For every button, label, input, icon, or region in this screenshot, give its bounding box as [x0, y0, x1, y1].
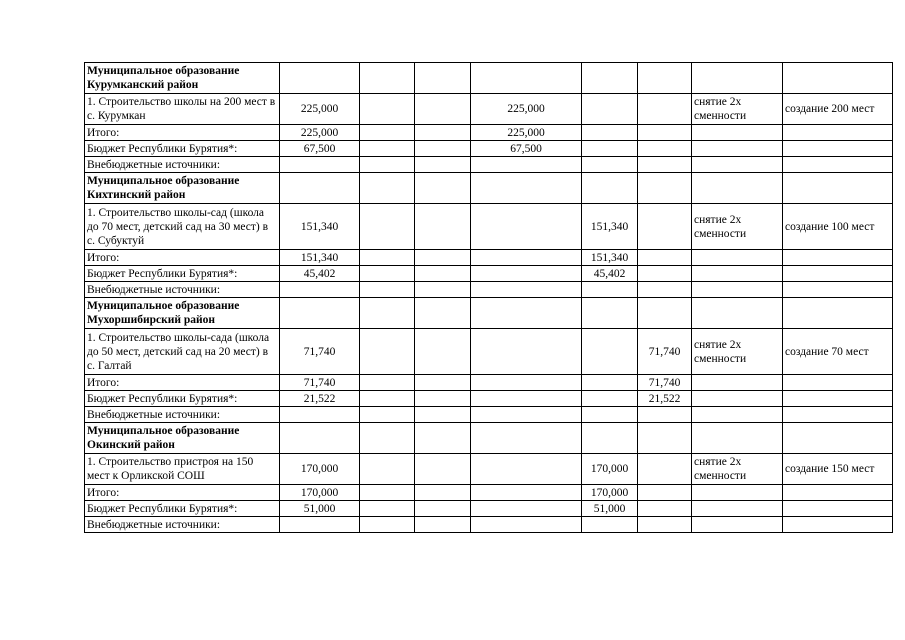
table-cell: снятие 2х сменности [692, 94, 783, 125]
table-cell [360, 282, 415, 298]
table-cell [415, 250, 471, 266]
table-cell [582, 157, 638, 173]
table-cell [360, 329, 415, 375]
table-cell: 21,522 [280, 391, 360, 407]
table-cell: 151,340 [582, 250, 638, 266]
table-cell [783, 63, 893, 94]
table-cell [415, 391, 471, 407]
table-cell [692, 423, 783, 454]
table-row-item [85, 204, 893, 250]
table-cell [582, 94, 638, 125]
table-cell [638, 125, 692, 141]
table-cell: 1. Строительство школы на 200 мест в с. Курумкан [85, 94, 280, 125]
table-cell: 1. Строительство пристроя на 150 мест к Орликской СОШ [85, 454, 280, 485]
table-cell: 225,000 [280, 125, 360, 141]
table-cell [692, 391, 783, 407]
table-cell: Итого: [85, 250, 280, 266]
table-cell [415, 266, 471, 282]
table-row-budget [85, 141, 893, 157]
table-cell [582, 63, 638, 94]
table-cell: создание 150 мест [783, 454, 893, 485]
table-cell: 170,000 [582, 454, 638, 485]
table-cell [471, 173, 582, 204]
table-cell [360, 454, 415, 485]
table-cell [582, 391, 638, 407]
table-cell: Бюджет Республики Бурятия*: [85, 141, 280, 157]
table-cell [360, 391, 415, 407]
table-cell [638, 250, 692, 266]
table-cell [638, 407, 692, 423]
table-cell [471, 485, 582, 501]
table-cell [280, 407, 360, 423]
table-cell [360, 407, 415, 423]
table-cell [471, 329, 582, 375]
table-cell: создание 200 мест [783, 94, 893, 125]
table-cell [471, 204, 582, 250]
table-cell [471, 282, 582, 298]
table-row-budget [85, 391, 893, 407]
table-cell [415, 173, 471, 204]
table-cell: 71,740 [280, 329, 360, 375]
table-cell [783, 407, 893, 423]
table-row-item [85, 454, 893, 485]
table-cell [692, 375, 783, 391]
table-cell [415, 329, 471, 375]
table-cell: Итого: [85, 485, 280, 501]
table-cell: 225,000 [471, 125, 582, 141]
table-row-header [85, 423, 893, 454]
table-cell [783, 250, 893, 266]
table-row-budget [85, 266, 893, 282]
table-cell [582, 125, 638, 141]
table-cell [692, 298, 783, 329]
table-cell: снятие 2х сменности [692, 454, 783, 485]
table-cell [280, 282, 360, 298]
table-cell [783, 391, 893, 407]
table-cell [360, 298, 415, 329]
table-cell [415, 517, 471, 533]
table-cell [360, 423, 415, 454]
table-cell [692, 250, 783, 266]
table-cell [360, 94, 415, 125]
table-cell [638, 423, 692, 454]
table-row-budget [85, 501, 893, 517]
table-cell: Итого: [85, 375, 280, 391]
table-cell [783, 125, 893, 141]
table-body [85, 63, 893, 533]
table-cell: 170,000 [280, 454, 360, 485]
table-cell: 151,340 [582, 204, 638, 250]
table-row-total [85, 250, 893, 266]
table-row-item [85, 329, 893, 375]
table-cell [638, 173, 692, 204]
table-cell: 225,000 [280, 94, 360, 125]
table-cell [638, 63, 692, 94]
table-cell [360, 63, 415, 94]
table-cell [415, 485, 471, 501]
table-cell [692, 157, 783, 173]
table-cell [360, 485, 415, 501]
table-cell [360, 157, 415, 173]
table-row-offbudget [85, 157, 893, 173]
table-cell: Внебюджетные источники: [85, 517, 280, 533]
table-cell [471, 423, 582, 454]
table-cell [360, 266, 415, 282]
table-cell [582, 423, 638, 454]
table-cell [471, 391, 582, 407]
table-cell: 170,000 [280, 485, 360, 501]
table-cell [783, 141, 893, 157]
table-cell [471, 517, 582, 533]
table-cell [582, 282, 638, 298]
table-cell [415, 501, 471, 517]
table-cell [280, 173, 360, 204]
table-cell: 1. Строительство школы-сада (школа до 50 мест, детский сад на 20 мест) в с. Галтай [85, 329, 280, 375]
table-cell [471, 375, 582, 391]
table-cell [415, 454, 471, 485]
table-cell: 71,740 [280, 375, 360, 391]
table-cell: 45,402 [280, 266, 360, 282]
table-row-total [85, 485, 893, 501]
table-cell: 170,000 [582, 485, 638, 501]
table-cell [415, 407, 471, 423]
table-row-header [85, 298, 893, 329]
table-cell [415, 63, 471, 94]
table-cell [360, 501, 415, 517]
table-cell [783, 423, 893, 454]
table-cell: снятие 2х сменности [692, 329, 783, 375]
table-cell [692, 501, 783, 517]
table-cell [582, 407, 638, 423]
table-cell [783, 266, 893, 282]
table-cell [783, 517, 893, 533]
table-cell: Бюджет Республики Бурятия*: [85, 501, 280, 517]
table-cell [360, 125, 415, 141]
table-cell [471, 501, 582, 517]
table-cell: создание 100 мест [783, 204, 893, 250]
table-cell [415, 94, 471, 125]
table-cell [415, 423, 471, 454]
table-cell [638, 204, 692, 250]
table-cell: Бюджет Республики Бурятия*: [85, 266, 280, 282]
table-cell: 225,000 [471, 94, 582, 125]
table-cell: Итого: [85, 125, 280, 141]
table-cell: Бюджет Республики Бурятия*: [85, 391, 280, 407]
table-cell: Внебюджетные источники: [85, 157, 280, 173]
table-cell: 45,402 [582, 266, 638, 282]
table-cell [638, 298, 692, 329]
table-cell [415, 282, 471, 298]
table-cell: 71,740 [638, 329, 692, 375]
table-row-total [85, 375, 893, 391]
table-cell [471, 454, 582, 485]
table-cell [471, 63, 582, 94]
table-cell: Внебюджетные источники: [85, 407, 280, 423]
table-cell [280, 517, 360, 533]
table-cell [783, 173, 893, 204]
table-cell [692, 63, 783, 94]
table-cell: 51,000 [280, 501, 360, 517]
table-cell [415, 204, 471, 250]
table-cell [638, 454, 692, 485]
table-cell: 151,340 [280, 204, 360, 250]
table-cell [280, 63, 360, 94]
table-cell [638, 501, 692, 517]
table-cell: 1. Строительство школы-сад (школа до 70 мест, детский сад на 30 мест) в с. Субуктуй [85, 204, 280, 250]
table-cell [582, 329, 638, 375]
table-cell [692, 125, 783, 141]
table-cell [638, 266, 692, 282]
table-cell: 21,522 [638, 391, 692, 407]
table-cell: Муниципальное образование Кихтинский район [85, 173, 280, 204]
table-cell [692, 407, 783, 423]
table-cell [582, 298, 638, 329]
table-row-item [85, 94, 893, 125]
table-cell [692, 173, 783, 204]
table-cell [638, 94, 692, 125]
table-cell [471, 298, 582, 329]
table-cell [471, 157, 582, 173]
table-cell: создание 70 мест [783, 329, 893, 375]
table-cell [471, 266, 582, 282]
table-cell: снятие 2х сменности [692, 204, 783, 250]
table-row-offbudget [85, 282, 893, 298]
table-cell [783, 485, 893, 501]
table-cell [692, 517, 783, 533]
table-cell: Муниципальное образование Мухоршибирский район [85, 298, 280, 329]
table-cell: Муниципальное образование Окинский район [85, 423, 280, 454]
table-cell [360, 517, 415, 533]
table-cell [692, 282, 783, 298]
table-row-offbudget [85, 517, 893, 533]
table-cell [638, 282, 692, 298]
table-cell [471, 250, 582, 266]
table-cell [783, 375, 893, 391]
table-cell [415, 375, 471, 391]
table-row-offbudget [85, 407, 893, 423]
table-cell [638, 141, 692, 157]
table-cell [783, 282, 893, 298]
table-cell [783, 501, 893, 517]
table-cell [692, 266, 783, 282]
table-cell [582, 173, 638, 204]
table-cell [692, 141, 783, 157]
table-cell [415, 125, 471, 141]
table-row-header [85, 63, 893, 94]
table-cell [360, 250, 415, 266]
table-cell [360, 141, 415, 157]
table-cell [582, 141, 638, 157]
table-cell [638, 485, 692, 501]
table-cell [783, 298, 893, 329]
table-cell [415, 157, 471, 173]
table-cell [360, 173, 415, 204]
table-cell [692, 485, 783, 501]
table-cell [638, 517, 692, 533]
table-cell: Муниципальное образование Курумканский район [85, 63, 280, 94]
table-cell [280, 298, 360, 329]
table-cell [280, 423, 360, 454]
table-row-header [85, 173, 893, 204]
table-cell [471, 407, 582, 423]
table-row-total [85, 125, 893, 141]
table-cell: 151,340 [280, 250, 360, 266]
table-cell [783, 157, 893, 173]
table-cell: 71,740 [638, 375, 692, 391]
table-cell [280, 157, 360, 173]
table-cell [360, 375, 415, 391]
table-cell: 67,500 [471, 141, 582, 157]
table-cell: Внебюджетные источники: [85, 282, 280, 298]
table-cell [582, 375, 638, 391]
table-cell [360, 204, 415, 250]
table-cell [415, 298, 471, 329]
table-cell: 51,000 [582, 501, 638, 517]
table-cell [582, 517, 638, 533]
budget-table [84, 62, 893, 533]
table-cell [638, 157, 692, 173]
table-cell [415, 141, 471, 157]
table-cell: 67,500 [280, 141, 360, 157]
